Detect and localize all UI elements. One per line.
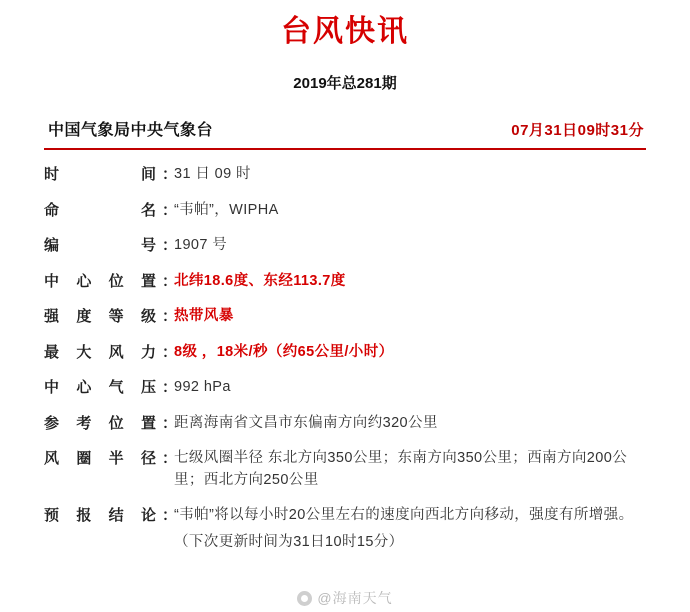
field-label: 中心气压 (44, 379, 156, 396)
header-divider (44, 148, 646, 150)
field-value-intensity: 热带风暴 (174, 308, 234, 324)
field-value-wind-radius: 七级风圈半径 东北方向350公里；东南方向350公里；西南方向200公里；西北方向250公里 (174, 450, 628, 488)
field-row-intensity (44, 306, 646, 329)
field-colon: ： (162, 343, 178, 361)
bulletin-timestamp: 07月31日09时31分 (511, 122, 644, 139)
field-value-number: 1907 号 (174, 237, 228, 253)
forecast-text: “韦帕”将以每小时20公里左右的速度向西北方向移动，强度有所增强。 (174, 506, 634, 523)
field-row-center-position (44, 271, 646, 294)
organization-name: 中国气象局中央气象台 (48, 122, 214, 139)
field-label: 风圈半径 (44, 450, 156, 467)
forecast-next-update: （下次更新时间为31日10时15分） (174, 534, 404, 551)
field-label: 参考位置 (44, 414, 156, 432)
field-colon: ： (162, 308, 178, 325)
field-row-number (44, 235, 646, 258)
watermark (0, 588, 690, 608)
field-colon: ： (162, 450, 178, 467)
org-timestamp-row (0, 117, 690, 140)
field-colon: ： (162, 166, 178, 183)
field-colon: ： (162, 379, 178, 396)
fields-list (0, 164, 690, 554)
field-value-max-wind: 8级 ，18米/秒（约65公里/小时） (174, 343, 394, 360)
field-colon: ： (162, 237, 178, 254)
field-colon: ： (162, 272, 178, 290)
field-row-reference-position (44, 413, 646, 436)
field-row-center-pressure (44, 377, 646, 400)
field-value-forecast (174, 505, 646, 555)
field-value-center-pressure: 992 hPa (174, 379, 231, 395)
field-row-max-wind (44, 342, 646, 365)
field-label: 命名 (44, 201, 156, 219)
field-row-time (44, 164, 646, 187)
field-label: 时间 (44, 166, 156, 183)
field-colon: ： (162, 414, 178, 432)
field-label: 强度等级 (44, 308, 156, 325)
weibo-icon (297, 591, 312, 606)
field-colon: ： (162, 506, 178, 524)
field-row-name (44, 200, 646, 223)
field-value-center-position: 北纬18.6度、东经113.7度 (174, 272, 346, 289)
field-label: 预报结论 (44, 506, 156, 524)
field-value-name: “韦帕”，WIPHA (174, 201, 279, 218)
field-value-reference-position: 距离海南省文昌市东偏南方向约320公里 (174, 414, 438, 431)
field-value-time: 31 日 09 时 (174, 166, 251, 182)
field-label: 最大风力 (44, 343, 156, 361)
field-row-forecast (44, 505, 646, 555)
issue-number: 2019年总281期 (293, 75, 397, 92)
field-label: 编号 (44, 237, 156, 254)
field-label: 中心位置 (44, 272, 156, 290)
watermark-text: @海南天气 (317, 590, 393, 606)
page-title: 台风快讯 (281, 15, 409, 48)
field-row-wind-radius (44, 448, 646, 492)
field-colon: ： (162, 201, 178, 219)
